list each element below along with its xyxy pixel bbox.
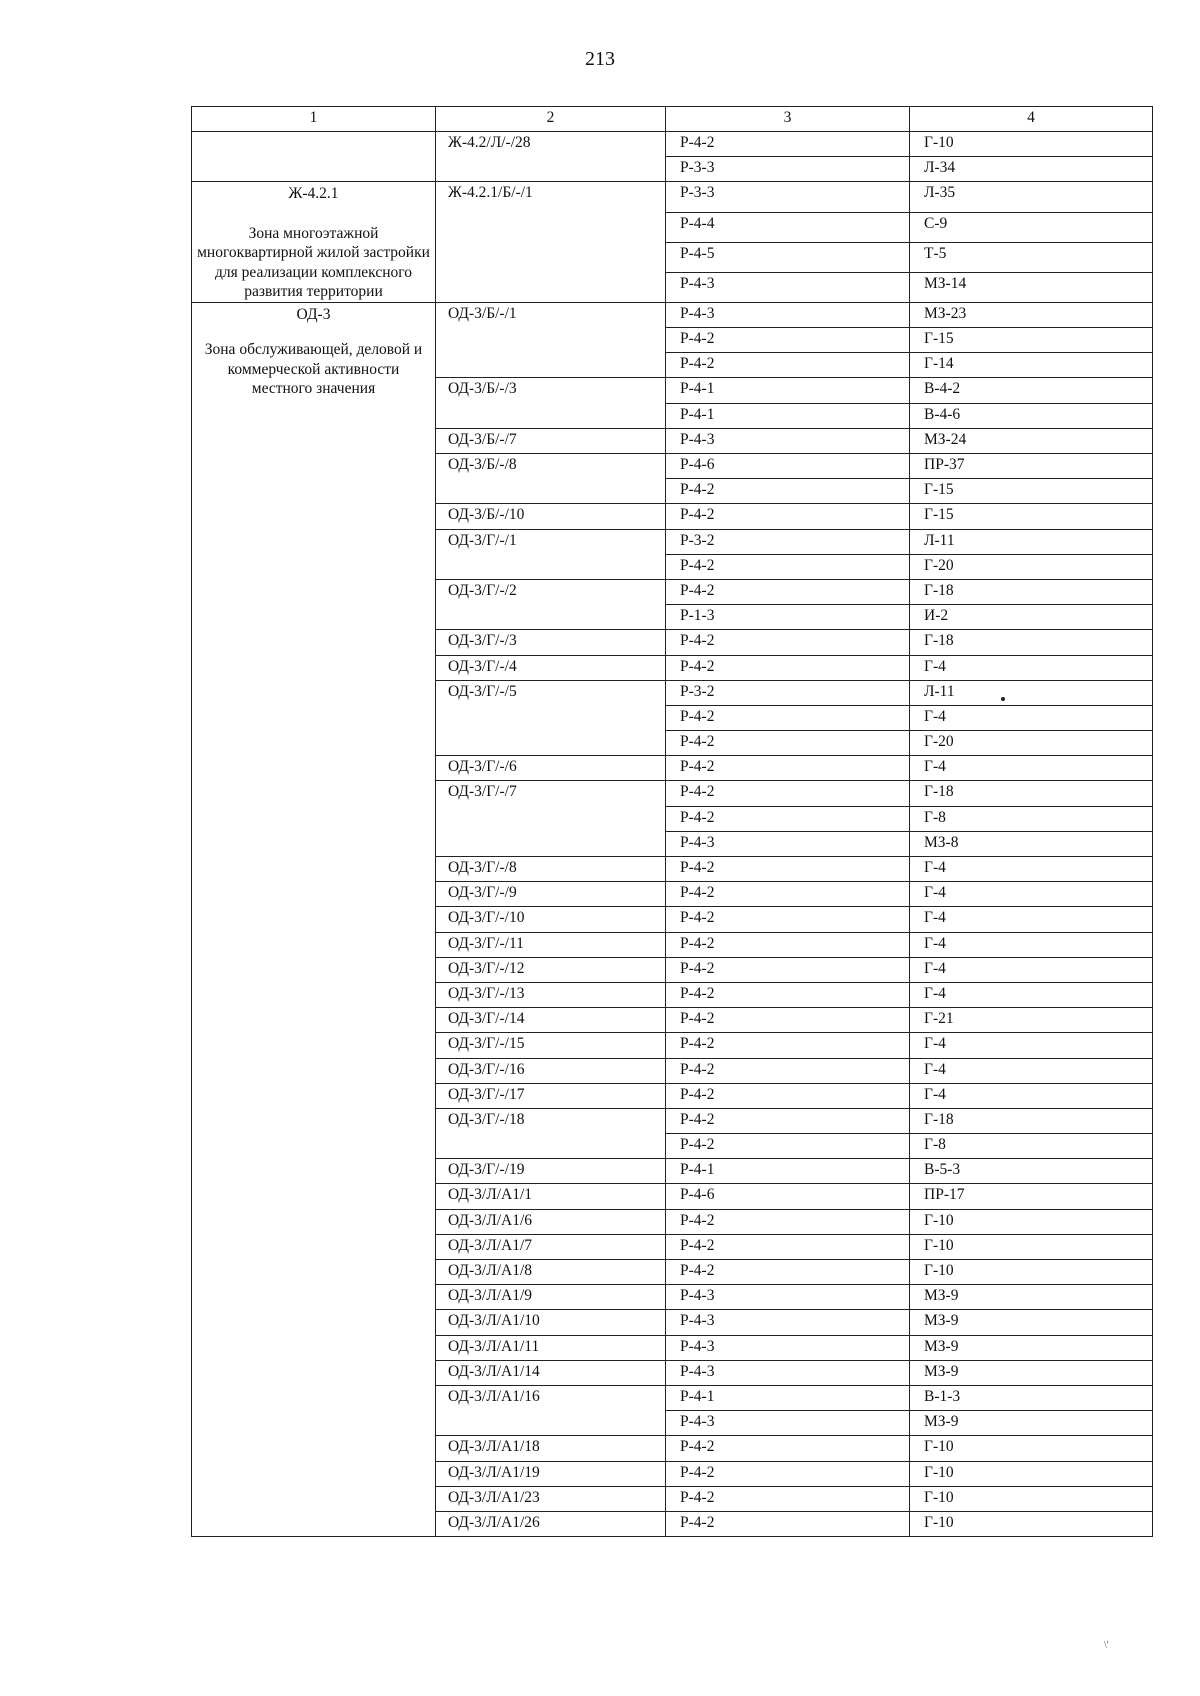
header-cell-4: 4 bbox=[910, 107, 1153, 132]
regulation-code: Р-4-2 bbox=[666, 630, 910, 655]
regulation-code: Р-4-2 bbox=[666, 353, 910, 378]
subzone-code: ОД-3/Л/А1/11 bbox=[436, 1335, 666, 1360]
parameter-code: МЗ-9 bbox=[910, 1335, 1153, 1360]
parameter-code: Г-10 bbox=[910, 1461, 1153, 1486]
parameter-code: Г-15 bbox=[910, 328, 1153, 353]
regulation-code: Р-4-2 bbox=[666, 756, 910, 781]
parameter-code: Г-4 bbox=[910, 882, 1153, 907]
regulation-code: Р-4-1 bbox=[666, 403, 910, 428]
regulation-code: Р-4-2 bbox=[666, 1008, 910, 1033]
subzone-code: ОД-3/Г/-/14 bbox=[436, 1008, 666, 1033]
regulation-code: Р-4-2 bbox=[666, 1134, 910, 1159]
subzone-code: ОД-3/Б/-/10 bbox=[436, 504, 666, 529]
regulation-code: Р-4-5 bbox=[666, 242, 910, 272]
parameter-code: МЗ-24 bbox=[910, 428, 1153, 453]
parameter-code: Г-10 bbox=[910, 1486, 1153, 1511]
table-body bbox=[192, 107, 1153, 1537]
zone-cell bbox=[192, 182, 436, 303]
subzone-code: ОД-3/Б/-/3 bbox=[436, 378, 666, 428]
parameter-code: Г-10 bbox=[910, 132, 1153, 157]
page-number: 213 bbox=[585, 48, 615, 70]
parameter-code: МЗ-9 bbox=[910, 1310, 1153, 1335]
regulation-code: Р-4-2 bbox=[666, 982, 910, 1007]
regulation-code: Р-4-2 bbox=[666, 1436, 910, 1461]
parameter-code: Г-4 bbox=[910, 957, 1153, 982]
parameter-code: Г-4 bbox=[910, 1033, 1153, 1058]
regulation-code: Р-4-2 bbox=[666, 857, 910, 882]
regulation-code: Р-4-2 bbox=[666, 781, 910, 806]
regulation-code: Р-3-2 bbox=[666, 680, 910, 705]
regulation-code: Р-4-2 bbox=[666, 1058, 910, 1083]
subzone-code: ОД-3/Л/А1/7 bbox=[436, 1234, 666, 1259]
subzone-code: ОД-3/Г/-/16 bbox=[436, 1058, 666, 1083]
regulation-code: Р-4-1 bbox=[666, 378, 910, 403]
regulation-code: Р-4-2 bbox=[666, 957, 910, 982]
regulation-code: Р-4-2 bbox=[666, 932, 910, 957]
regulation-code: Р-4-2 bbox=[666, 731, 910, 756]
regulation-code: Р-4-2 bbox=[666, 907, 910, 932]
parameter-code: Т-5 bbox=[910, 242, 1153, 272]
regulation-code: Р-4-3 bbox=[666, 1360, 910, 1385]
regulation-code: Р-4-2 bbox=[666, 504, 910, 529]
table-row bbox=[192, 302, 1153, 327]
subzone-code: ОД-3/Г/-/8 bbox=[436, 857, 666, 882]
parameter-code: Г-4 bbox=[910, 907, 1153, 932]
regulation-code: Р-3-3 bbox=[666, 157, 910, 182]
regulation-code: Р-4-6 bbox=[666, 454, 910, 479]
table-row bbox=[192, 132, 1153, 157]
parameter-code: Л-35 bbox=[910, 182, 1153, 212]
parameter-code: В-4-2 bbox=[910, 378, 1153, 403]
regulation-code: Р-4-2 bbox=[666, 328, 910, 353]
subzone-code: ОД-3/Л/А1/19 bbox=[436, 1461, 666, 1486]
subzone-code: ОД-3/Б/-/1 bbox=[436, 302, 666, 378]
regulation-code: Р-4-3 bbox=[666, 272, 910, 302]
parameter-code: ПР-17 bbox=[910, 1184, 1153, 1209]
parameter-code: ПР-37 bbox=[910, 454, 1153, 479]
parameter-code: МЗ-9 bbox=[910, 1360, 1153, 1385]
subzone-code: ОД-3/Г/-/17 bbox=[436, 1083, 666, 1108]
regulation-code: Р-4-3 bbox=[666, 831, 910, 856]
subzone-code: ОД-3/Г/-/11 bbox=[436, 932, 666, 957]
zone-code: ОД-3 bbox=[296, 305, 331, 323]
parameter-code: Г-4 bbox=[910, 1058, 1153, 1083]
regulation-code: Р-4-2 bbox=[666, 806, 910, 831]
regulation-code: Р-3-2 bbox=[666, 529, 910, 554]
parameter-code: Г-10 bbox=[910, 1209, 1153, 1234]
corner-mark: \' bbox=[1104, 1640, 1109, 1651]
regulation-code: Р-4-2 bbox=[666, 882, 910, 907]
zone-description: Зона многоэтажной многоквартирной жилой застройки для реализации комплексного развития территории bbox=[197, 224, 430, 301]
subzone-code: ОД-3/Б/-/7 bbox=[436, 428, 666, 453]
parameter-code: Г-8 bbox=[910, 806, 1153, 831]
header-cell-3: 3 bbox=[666, 107, 910, 132]
parameter-code: Г-18 bbox=[910, 781, 1153, 806]
parameter-code: Л-11 bbox=[910, 529, 1153, 554]
regulation-code: Р-4-3 bbox=[666, 1335, 910, 1360]
regulation-code: Р-4-2 bbox=[666, 705, 910, 730]
regulation-code: Р-3-3 bbox=[666, 182, 910, 212]
regulation-code: Р-4-4 bbox=[666, 212, 910, 242]
regulation-code: Р-4-2 bbox=[666, 479, 910, 504]
subzone-code: ОД-3/Б/-/8 bbox=[436, 454, 666, 504]
subzone-code: ОД-3/Л/А1/8 bbox=[436, 1260, 666, 1285]
parameter-code: Г-18 bbox=[910, 579, 1153, 604]
parameter-code: Л-34 bbox=[910, 157, 1153, 182]
parameter-code: И-2 bbox=[910, 605, 1153, 630]
subzone-code: ОД-3/Л/А1/14 bbox=[436, 1360, 666, 1385]
subzone-code: Ж-4.2/Л/-/28 bbox=[436, 132, 666, 182]
parameter-code: Г-4 bbox=[910, 705, 1153, 730]
subzone-code: Ж-4.2.1/Б/-/1 bbox=[436, 182, 666, 303]
regulation-code: Р-4-2 bbox=[666, 655, 910, 680]
parameter-code: Г-21 bbox=[910, 1008, 1153, 1033]
subzone-code: ОД-3/Л/А1/9 bbox=[436, 1285, 666, 1310]
parameter-code: МЗ-8 bbox=[910, 831, 1153, 856]
zoning-table bbox=[191, 106, 1153, 1537]
regulation-code: Р-4-3 bbox=[666, 302, 910, 327]
table-row bbox=[192, 182, 1153, 212]
header-cell-1: 1 bbox=[192, 107, 436, 132]
parameter-code: Г-18 bbox=[910, 630, 1153, 655]
parameter-code: Г-20 bbox=[910, 554, 1153, 579]
parameter-code: Г-4 bbox=[910, 982, 1153, 1007]
zone-cell bbox=[192, 132, 436, 182]
regulation-code: Р-4-2 bbox=[666, 554, 910, 579]
regulation-code: Р-4-2 bbox=[666, 579, 910, 604]
subzone-code: ОД-3/Г/-/15 bbox=[436, 1033, 666, 1058]
subzone-code: ОД-3/Г/-/5 bbox=[436, 680, 666, 756]
parameter-code: Г-18 bbox=[910, 1108, 1153, 1133]
regulation-code: Р-4-2 bbox=[666, 1083, 910, 1108]
regulation-code: Р-4-2 bbox=[666, 1260, 910, 1285]
parameter-code: Г-4 bbox=[910, 932, 1153, 957]
regulation-code: Р-4-2 bbox=[666, 132, 910, 157]
parameter-code: В-1-3 bbox=[910, 1385, 1153, 1410]
subzone-code: ОД-3/Г/-/2 bbox=[436, 579, 666, 629]
subzone-code: ОД-3/Г/-/3 bbox=[436, 630, 666, 655]
parameter-code: С-9 bbox=[910, 212, 1153, 242]
subzone-code: ОД-3/Л/А1/1 bbox=[436, 1184, 666, 1209]
parameter-code: Г-10 bbox=[910, 1511, 1153, 1536]
header-cell-2: 2 bbox=[436, 107, 666, 132]
parameter-code: Г-20 bbox=[910, 731, 1153, 756]
zone-code: Ж-4.2.1 bbox=[288, 185, 339, 203]
regulation-code: Р-4-1 bbox=[666, 1159, 910, 1184]
regulation-code: Р-4-1 bbox=[666, 1385, 910, 1410]
regulation-code: Р-4-2 bbox=[666, 1209, 910, 1234]
subzone-code: ОД-3/Л/А1/10 bbox=[436, 1310, 666, 1335]
subzone-code: ОД-3/Г/-/19 bbox=[436, 1159, 666, 1184]
parameter-code: Г-4 bbox=[910, 655, 1153, 680]
parameter-code: Л-11 bbox=[910, 680, 1153, 705]
subzone-code: ОД-3/Г/-/18 bbox=[436, 1108, 666, 1158]
regulation-code: Р-4-3 bbox=[666, 1411, 910, 1436]
subzone-code: ОД-3/Г/-/4 bbox=[436, 655, 666, 680]
subzone-code: ОД-3/Г/-/10 bbox=[436, 907, 666, 932]
parameter-code: Г-10 bbox=[910, 1260, 1153, 1285]
parameter-code: Г-4 bbox=[910, 857, 1153, 882]
regulation-code: Р-4-2 bbox=[666, 1511, 910, 1536]
parameter-code: В-4-6 bbox=[910, 403, 1153, 428]
parameter-code: МЗ-23 bbox=[910, 302, 1153, 327]
regulation-code: Р-4-3 bbox=[666, 428, 910, 453]
subzone-code: ОД-3/Г/-/12 bbox=[436, 957, 666, 982]
parameter-code: МЗ-14 bbox=[910, 272, 1153, 302]
parameter-code: Г-14 bbox=[910, 353, 1153, 378]
subzone-code: ОД-3/Л/А1/23 bbox=[436, 1486, 666, 1511]
subzone-code: ОД-3/Г/-/7 bbox=[436, 781, 666, 857]
subzone-code: ОД-3/Г/-/6 bbox=[436, 756, 666, 781]
zone-description: Зона обслуживающей, деловой и коммерческой активности местного значения bbox=[204, 341, 423, 398]
parameter-code: Г-10 bbox=[910, 1436, 1153, 1461]
regulation-code: Р-4-2 bbox=[666, 1461, 910, 1486]
regulation-code: Р-4-6 bbox=[666, 1184, 910, 1209]
parameter-code: Г-10 bbox=[910, 1234, 1153, 1259]
regulation-code: Р-1-3 bbox=[666, 605, 910, 630]
zone-cell bbox=[192, 302, 436, 1536]
regulation-code: Р-4-2 bbox=[666, 1033, 910, 1058]
subzone-code: ОД-3/Г/-/1 bbox=[436, 529, 666, 579]
parameter-code: Г-4 bbox=[910, 1083, 1153, 1108]
subzone-code: ОД-3/Л/А1/6 bbox=[436, 1209, 666, 1234]
subzone-code: ОД-3/Л/А1/16 bbox=[436, 1385, 666, 1435]
regulation-code: Р-4-2 bbox=[666, 1108, 910, 1133]
parameter-code: МЗ-9 bbox=[910, 1285, 1153, 1310]
parameter-code: Г-15 bbox=[910, 504, 1153, 529]
parameter-code: МЗ-9 bbox=[910, 1411, 1153, 1436]
parameter-code: Г-15 bbox=[910, 479, 1153, 504]
subzone-code: ОД-3/Л/А1/18 bbox=[436, 1436, 666, 1461]
parameter-code: Г-8 bbox=[910, 1134, 1153, 1159]
parameter-code: В-5-3 bbox=[910, 1159, 1153, 1184]
parameter-code: Г-4 bbox=[910, 756, 1153, 781]
header-row bbox=[192, 107, 1153, 132]
regulation-code: Р-4-3 bbox=[666, 1285, 910, 1310]
regulation-code: Р-4-2 bbox=[666, 1234, 910, 1259]
scan-dot bbox=[1001, 697, 1005, 701]
subzone-code: ОД-3/Г/-/13 bbox=[436, 982, 666, 1007]
subzone-code: ОД-3/Л/А1/26 bbox=[436, 1511, 666, 1536]
regulation-code: Р-4-3 bbox=[666, 1310, 910, 1335]
regulation-code: Р-4-2 bbox=[666, 1486, 910, 1511]
subzone-code: ОД-3/Г/-/9 bbox=[436, 882, 666, 907]
